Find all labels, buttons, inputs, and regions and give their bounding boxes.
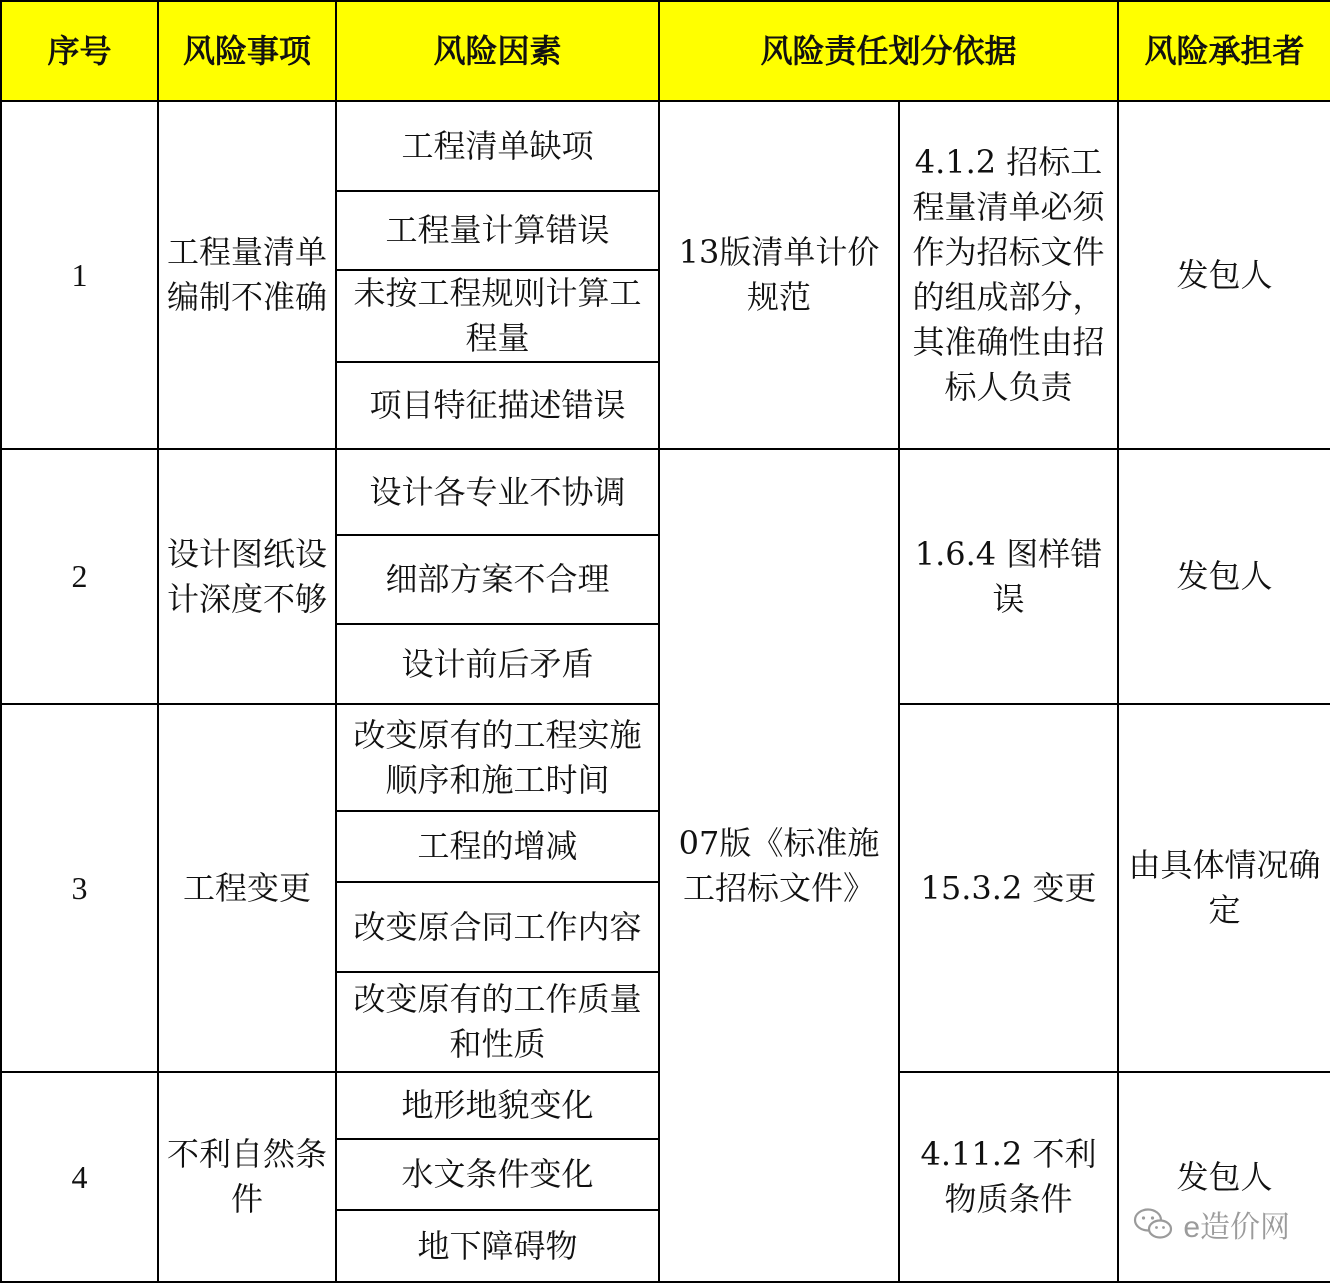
header-item: 风险事项 — [158, 1, 336, 101]
factor-cell: 地下障碍物 — [336, 1210, 659, 1282]
seq-cell: 2 — [1, 449, 158, 704]
seq-cell: 1 — [1, 101, 158, 449]
clause-cell: 4.11.2 不利物质条件 — [899, 1072, 1118, 1282]
factor-cell: 项目特征描述错误 — [336, 362, 659, 449]
source-cell: 07版《标准施工招标文件》 — [659, 449, 899, 1282]
factor-cell: 细部方案不合理 — [336, 535, 659, 624]
header-seq: 序号 — [1, 1, 158, 101]
header-factor: 风险因素 — [336, 1, 659, 101]
factor-cell: 工程量计算错误 — [336, 191, 659, 270]
bearer-cell: 由具体情况确定 — [1118, 704, 1330, 1072]
header-row — [1, 1, 1330, 101]
source-cell: 13版清单计价规范 — [659, 101, 899, 449]
bearer-cell: 发包人 — [1118, 449, 1330, 704]
factor-cell: 改变原有的工作质量和性质 — [336, 972, 659, 1072]
clause-cell: 4.1.2 招标工程量清单必须作为招标文件的组成部分，其准确性由招标人负责 — [899, 101, 1118, 449]
table-row — [1, 449, 1330, 535]
header-basis: 风险责任划分依据 — [659, 1, 1118, 101]
factor-cell: 水文条件变化 — [336, 1139, 659, 1210]
item-cell: 不利自然条件 — [158, 1072, 336, 1282]
factor-cell: 工程的增减 — [336, 811, 659, 882]
factor-cell: 未按工程规则计算工程量 — [336, 270, 659, 362]
bearer-cell: 发包人 — [1118, 1072, 1330, 1282]
clause-cell: 1.6.4 图样错误 — [899, 449, 1118, 704]
item-cell: 工程变更 — [158, 704, 336, 1072]
factor-cell: 地形地貌变化 — [336, 1072, 659, 1139]
watermark — [1133, 1202, 1290, 1246]
seq-cell: 4 — [1, 1072, 158, 1282]
factor-cell: 设计前后矛盾 — [336, 624, 659, 704]
header-bearer: 风险承担者 — [1118, 1, 1330, 101]
item-cell: 工程量清单编制不准确 — [158, 101, 336, 449]
item-cell: 设计图纸设计深度不够 — [158, 449, 336, 704]
factor-cell: 改变原有的工程实施顺序和施工时间 — [336, 704, 659, 811]
factor-cell: 工程清单缺项 — [336, 101, 659, 191]
factor-cell: 设计各专业不协调 — [336, 449, 659, 535]
seq-cell: 3 — [1, 704, 158, 1072]
bearer-cell: 发包人 — [1118, 101, 1330, 449]
table-row — [1, 101, 1330, 191]
wechat-icon — [1133, 1207, 1173, 1241]
factor-cell: 改变原合同工作内容 — [336, 882, 659, 972]
watermark-text: e造价网 — [1183, 1211, 1290, 1244]
clause-cell: 15.3.2 变更 — [899, 704, 1118, 1072]
